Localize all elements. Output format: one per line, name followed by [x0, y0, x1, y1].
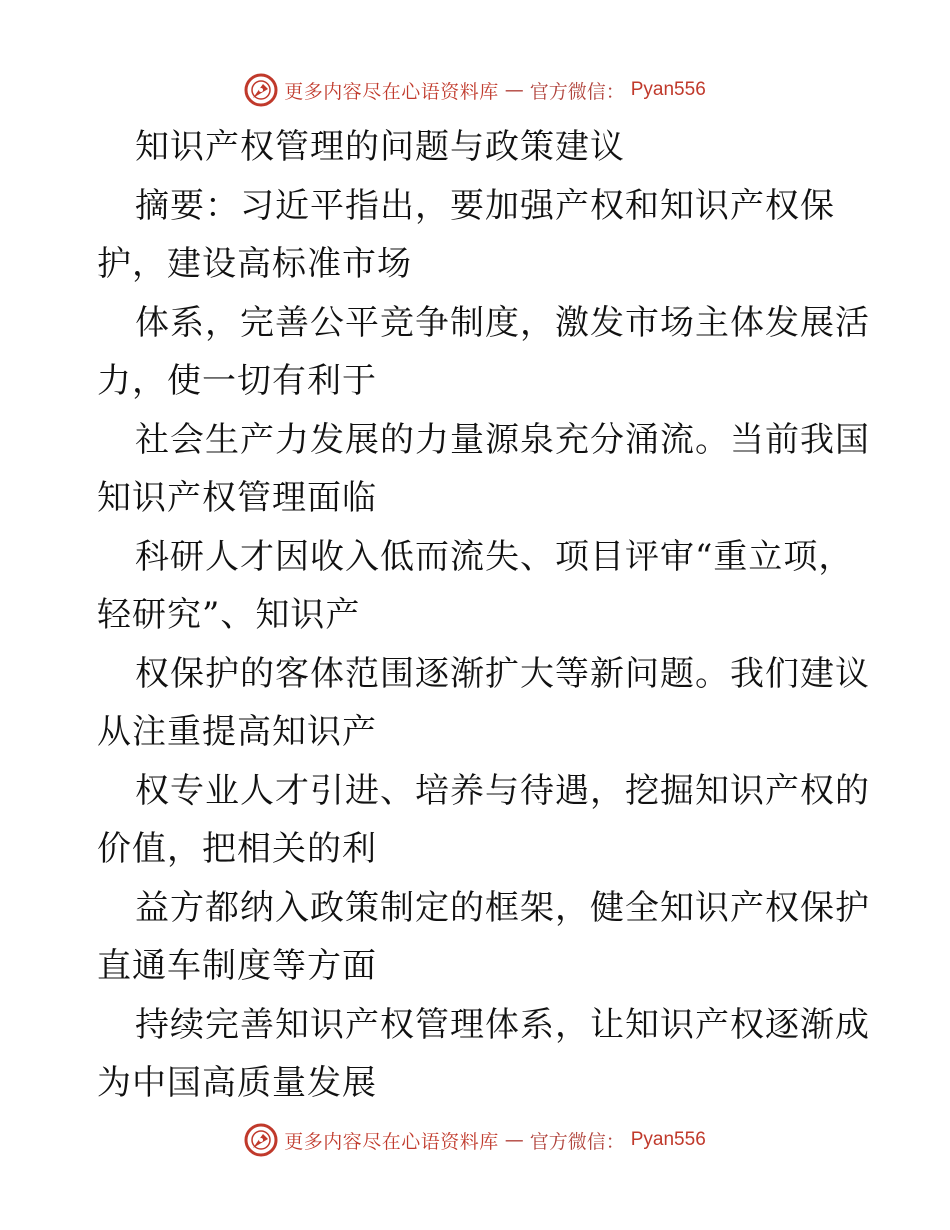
- paragraph-line: 力，使一切有利于: [97, 361, 377, 401]
- watermark-dash: —: [504, 1129, 524, 1151]
- paragraph-line: 价值，把相关的利: [97, 829, 377, 869]
- pen-nib-logo-icon: [244, 73, 278, 107]
- footer-watermark: [0, 1120, 950, 1160]
- paragraph-line: 轻研究”、知识产: [97, 595, 361, 635]
- paragraph-line: 持续完善知识产权管理体系，让知识产权逐渐成: [135, 1004, 870, 1045]
- paragraph-line: 摘要：习近平指出，要加强产权和知识产权保: [135, 185, 835, 226]
- watermark-wechat-label: 官方微信：: [529, 80, 625, 103]
- paragraph-line: 权保护的客体范围逐渐扩大等新问题。我们建议: [135, 653, 870, 694]
- paragraph-line: 为中国高质量发展: [97, 1063, 377, 1103]
- paragraph-line: 护，建设高标准市场: [97, 244, 412, 284]
- paragraph-line: 直通车制度等方面: [97, 946, 377, 986]
- watermark-wechat-account: Pyan556: [630, 79, 706, 100]
- watermark-site-text: 更多内容尽在心语资料库: [284, 80, 499, 103]
- paragraph-line: 社会生产力发展的力量源泉充分涌流。当前我国: [135, 419, 870, 460]
- header-watermark: [0, 70, 950, 110]
- paragraph-line: 益方都纳入政策制定的框架，健全知识产权保护: [135, 887, 870, 928]
- paragraph-line: 科研人才因收入低而流失、项目评审“重立项，: [135, 536, 854, 577]
- watermark-wechat-label: 官方微信：: [529, 1130, 625, 1153]
- watermark-site-text: 更多内容尽在心语资料库: [284, 1130, 499, 1153]
- paragraph-line: 知识产权管理面临: [97, 478, 377, 518]
- paragraph-line: 从注重提高知识产: [97, 712, 377, 752]
- paragraph-line: 权专业人才引进、培养与待遇，挖掘知识产权的: [135, 770, 870, 811]
- pen-nib-logo-icon: [244, 1123, 278, 1157]
- document-title: 知识产权管理的问题与政策建议: [135, 127, 625, 167]
- watermark-wechat-account: Pyan556: [630, 1129, 706, 1150]
- paragraph-line: 体系，完善公平竞争制度，激发市场主体发展活: [135, 302, 870, 343]
- document-body: [97, 118, 870, 1113]
- watermark-dash: —: [504, 79, 524, 101]
